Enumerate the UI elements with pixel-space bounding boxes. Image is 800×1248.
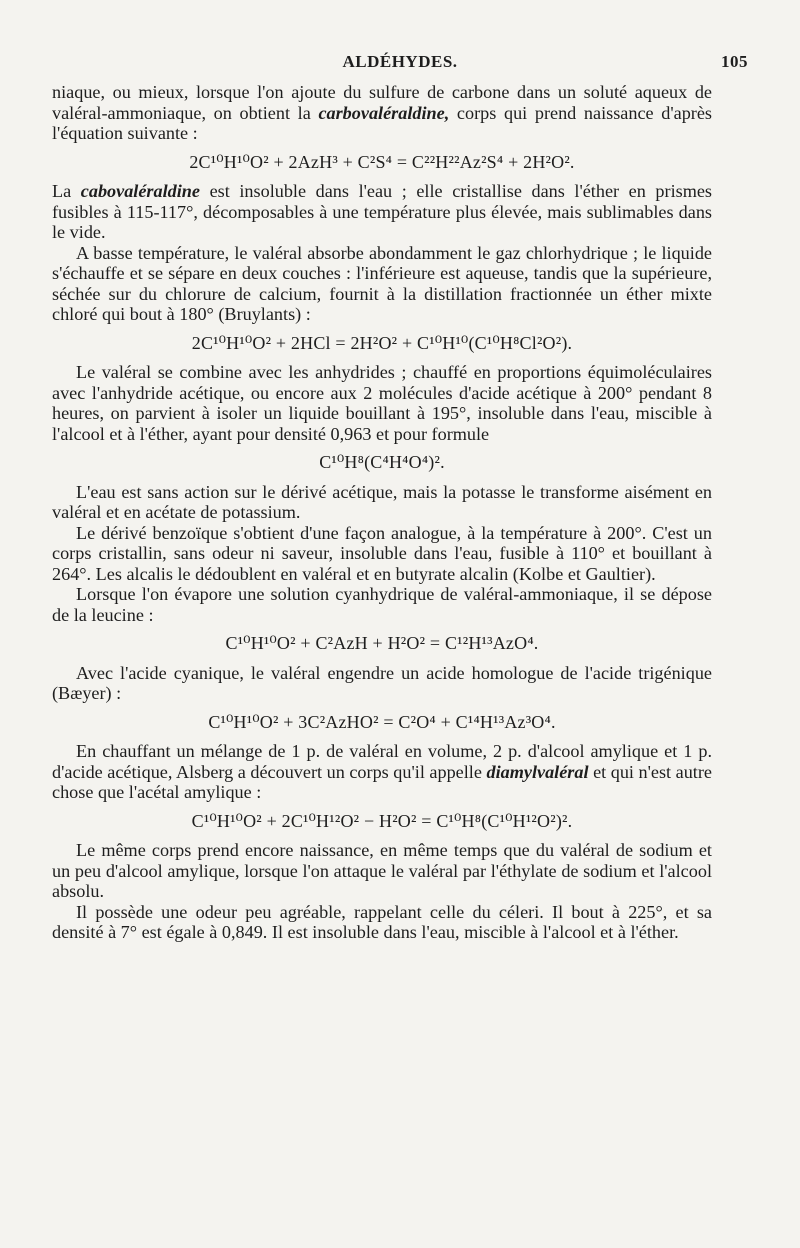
paragraph-text: corps qui prend naissance d'après l'équation suivante :: [52, 102, 712, 143]
body-paragraph: [52, 482, 712, 523]
paragraph-text: est insoluble dans l'eau ; elle cristallise dans l'éther en prismes fusibles à 115-117°, décomposables à une température plus élevée, mais sublimables dans le vide.: [52, 181, 712, 242]
paragraph-text: et qui n'est autre chose que l'acétal amylique :: [52, 761, 712, 802]
italic-term: cabovaléraldine: [80, 181, 200, 201]
paragraph-text: Le valéral se combine avec les anhydrides ; chauffé en proportions équimoléculaires avec l'anhydride acétique, ou encore aux 2 molécules d'acide acétique à 200° pendant 8 heures, on parvient à isoler un liquide bouillant à 195°, insoluble dans l'eau, miscible à l'alcool et à l'éther, ayant pour densité 0,963 et pour formule: [52, 362, 712, 444]
page-body: [52, 82, 712, 943]
chemical-equation: C¹⁰H¹⁰O² + 2C¹⁰H¹²O² − H²O² = C¹⁰H⁸(C¹⁰H¹²O²)².: [191, 810, 573, 831]
body-paragraph: [52, 243, 712, 325]
body-paragraph: [52, 584, 712, 625]
body-paragraph: [52, 902, 712, 943]
paragraph-text: Le même corps prend encore naissance, en même temps que du valéral de sodium et un peu d'alcool amylique, lorsque l'on attaque le valéral par l'éthylate de sodium et l'alcool absolu.: [52, 840, 712, 901]
page-number: 105: [721, 52, 748, 71]
body-paragraph: [52, 362, 712, 444]
italic-term: carbovaléraldine,: [318, 102, 450, 123]
body-paragraph: [52, 181, 712, 243]
paragraph-text: Le dérivé benzoïque s'obtient d'une façon analogue, à la température à 200°. C'est un corps cristallin, sans odeur ni saveur, insoluble dans l'eau, fusible à 110° et bouillant à 264°. Les alcalis le dédoublent en valéral et en butyrate alcalin (Kolbe et Gaultier).: [52, 522, 712, 584]
paragraph-text: Avec l'acide cyanique, le valéral engendre un acide homologue de l'acide trigénique (Bæyer) :: [52, 662, 712, 703]
chemical-equation: C¹⁰H⁸(C⁴H⁴O⁴)².: [319, 452, 445, 472]
paragraph-text: La: [52, 181, 81, 201]
body-paragraph: [52, 523, 712, 585]
paragraph-text: En chauffant un mélange de 1 p. de valéral en volume, 2 p. d'alcool amylique et 1 p. d'acide acétique, Alsberg a découvert un corps qu'il appelle: [52, 741, 712, 782]
paragraph-text: Lorsque l'on évapore une solution cyanhydrique de valéral-ammoniaque, il se dépose de la leucine :: [52, 584, 712, 625]
paragraph-text: niaque, ou mieux, lorsque l'on ajoute du sulfure de carbone dans un soluté aqueux de valéral-ammoniaque, on obtient la: [52, 82, 712, 123]
paragraph-text: Il possède une odeur peu agréable, rappelant celle du céleri. Il bout à 225°, et sa densité à 7° est égale à 0,849. Il est insoluble dans l'eau, miscible à l'alcool et à l'éther.: [52, 901, 712, 942]
paragraph-text: L'eau est sans action sur le dérivé acétique, mais la potasse le transforme aisément en valéral et en acétate de potassium.: [52, 481, 712, 522]
italic-term: diamylvaléral: [486, 761, 589, 782]
body-paragraph: [52, 741, 712, 803]
chemical-equation: 2C¹⁰H¹⁰O² + 2HCl = 2H²O² + C¹⁰H¹⁰(C¹⁰H⁸Cl²O²).: [191, 332, 573, 353]
chemical-equation: C¹⁰H¹⁰O² + 3C²AzHO² = C²O⁴ + C¹⁴H¹³Az³O⁴.: [208, 711, 556, 732]
paragraph-text: A basse température, le valéral absorbe abondamment le gaz chlorhydrique ; le liquide s'échauffe et se sépare en deux couches : l'inférieure est aqueuse, tandis que la supérieure, séchée sur du chlorure de calcium, fournit à la distillation fractionnée un éther mixte chloré qui bout à 180° (Bruylants) :: [52, 242, 712, 324]
body-paragraph: [52, 663, 712, 704]
running-head: [52, 52, 748, 74]
body-paragraph: [52, 840, 712, 902]
running-title: ALDÉHYDES.: [342, 52, 458, 71]
chemical-equation: C¹⁰H¹⁰O² + C²AzH + H²O² = C¹²H¹³AzO⁴.: [225, 633, 539, 653]
body-paragraph: [52, 82, 712, 144]
chemical-equation: 2C¹⁰H¹⁰O² + 2AzH³ + C²S⁴ = C²²H²²Az²S⁴ + 2H²O².: [189, 151, 575, 172]
